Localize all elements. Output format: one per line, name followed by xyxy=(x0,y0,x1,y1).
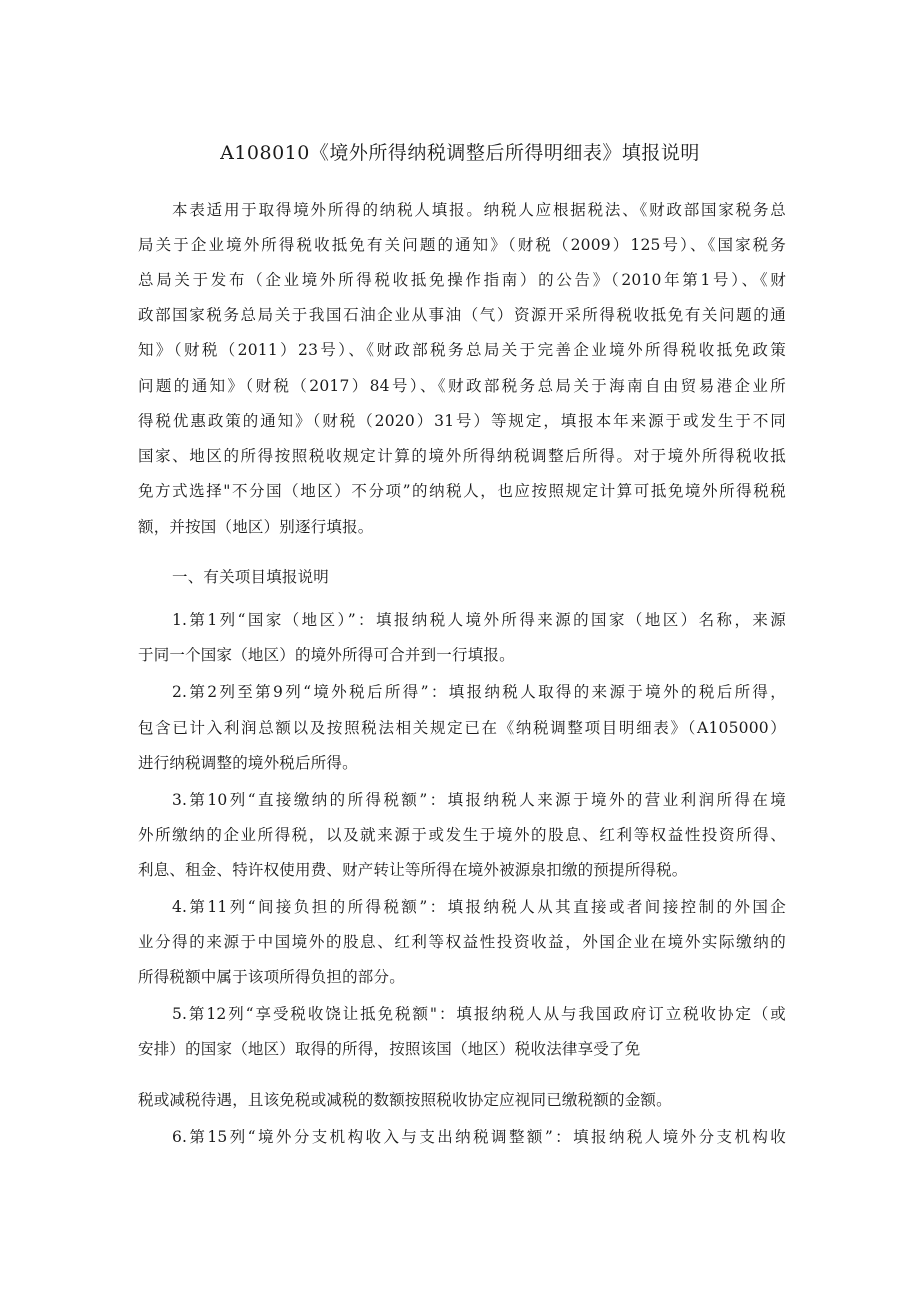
paragraph-line: 税或减税待遇，且该免税或减税的数额按照税收协定应视同已缴税额的金额。 xyxy=(138,1091,672,1109)
paragraph-line: 5.第12列“享受税收饶让抵免税额"：填报纳税人从与我国政府订立税收协定（或 xyxy=(172,1005,786,1023)
paragraph-line: 问题的通知》（财税（2017）84号）、《财政部税务总局关于海南自由贸易港企业所 xyxy=(138,377,786,395)
paragraph-line: 得税优惠政策的通知》（财税（2020）31号）等规定，填报本年来源于或发生于不同 xyxy=(138,412,786,430)
paragraph-line: 国家、地区的所得按照税收规定计算的境外所得纳税调整后所得。对于境外所得税收抵 xyxy=(138,447,786,465)
paragraph-line: 3.第10列“直接缴纳的所得税额”：填报纳税人来源于境外的营业利润所得在境 xyxy=(172,791,786,809)
paragraph-line: 本表适用于取得境外所得的纳税人填报。纳税人应根据税法、《财政部国家税务总 xyxy=(172,201,786,219)
paragraph-line: 政部国家税务总局关于我国石油企业从事油（气）资源开采所得税收抵免有关问题的通 xyxy=(138,306,786,324)
paragraph-line: 局关于企业境外所得税收抵免有关问题的通知》（财税（2009）125号）、《国家税务 xyxy=(138,236,786,254)
paragraph-line: 利息、租金、特许权使用费、财产转让等所得在境外被源泉扣缴的预提所得税。 xyxy=(138,861,688,879)
document-title: A108010《境外所得纳税调整后所得明细表》填报说明 xyxy=(220,142,700,164)
paragraph-line: 包含已计入利润总额以及按照税法相关规定已在《纳税调整项目明细表》（A105000） xyxy=(138,719,786,737)
paragraph-line: 6.第15列“境外分支机构收入与支出纳税调整额”：填报纳税人境外分支机构收 xyxy=(172,1128,786,1146)
paragraph-line: 业分得的来源于中国境外的股息、红利等权益性投资收益，外国企业在境外实际缴纳的 xyxy=(138,933,786,951)
paragraph-line: 2.第2列至第9列“境外税后所得”：填报纳税人取得的来源于境外的税后所得， xyxy=(172,683,786,701)
section-heading: 一、有关项目填报说明 xyxy=(172,568,330,586)
paragraph-line: 安排）的国家（地区）取得的所得，按照该国（地区）税收法律享受了免 xyxy=(138,1040,641,1058)
paragraph-line: 于同一个国家（地区）的境外所得可合并到一行填报。 xyxy=(138,646,515,664)
paragraph-line: 总局关于发布（企业境外所得税收抵免操作指南）的公告》（2010年第1号）、《财 xyxy=(138,271,786,289)
paragraph-line: 所得税额中属于该项所得负担的部分。 xyxy=(138,968,405,986)
paragraph-line: 1.第1列“国家（地区）”：填报纳税人境外所得来源的国家（地区）名称，来源 xyxy=(172,611,786,629)
paragraph-line: 知》（财税（2011）23号）、《财政部税务总局关于完善企业境外所得税收抵免政策 xyxy=(138,341,786,359)
paragraph-line: 额，并按国（地区）别逐行填报。 xyxy=(138,518,374,536)
paragraph-line: 外所缴纳的企业所得税，以及就来源于或发生于境外的股息、红利等权益性投资所得、 xyxy=(138,826,786,844)
paragraph-line: 免方式选择"不分国（地区）不分项”的纳税人，也应按照规定计算可抵免境外所得税税 xyxy=(138,482,786,500)
paragraph-line: 4.第11列“间接负担的所得税额”：填报纳税人从其直接或者间接控制的外国企 xyxy=(172,898,786,916)
paragraph-line: 进行纳税调整的境外税后所得。 xyxy=(138,754,358,772)
